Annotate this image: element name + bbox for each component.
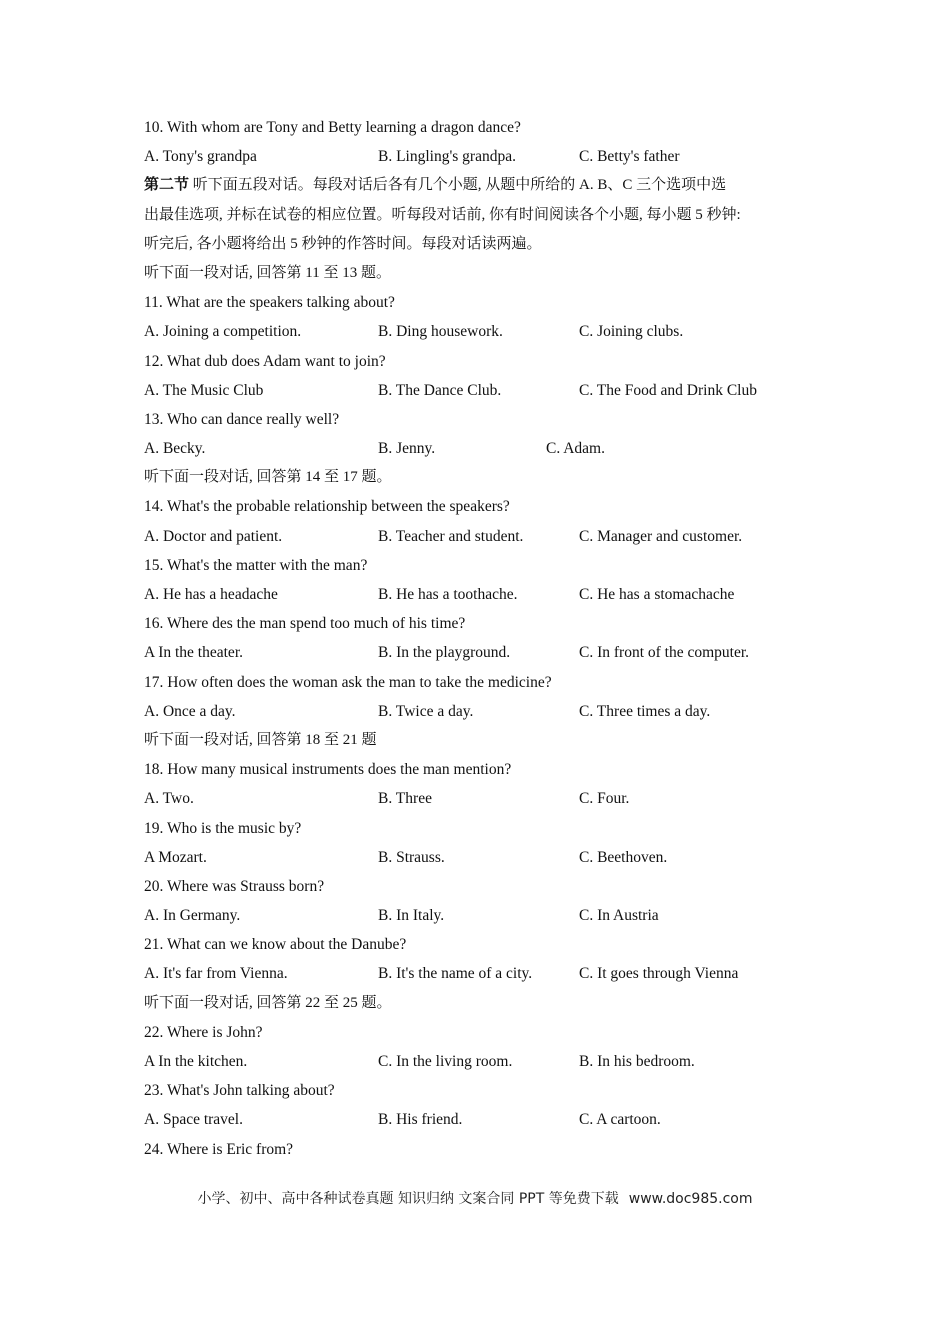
question-text: 14. What's the probable relationship between the speakers? (144, 498, 510, 516)
question-text: 23. What's John talking about? (144, 1082, 335, 1100)
option-a: A. Tony's grandpa (144, 148, 257, 166)
question-text: 11. What are the speakers talking about? (144, 294, 395, 312)
question-text: 22. Where is John? (144, 1023, 263, 1041)
options-18 (144, 784, 824, 813)
option-c: C. Adam. (546, 440, 605, 458)
option-a: A. The Music Club (144, 381, 264, 399)
question-21 (144, 930, 824, 959)
question-23 (144, 1076, 824, 1105)
option-c: C. Joining clubs. (579, 323, 684, 341)
options-11 (144, 317, 824, 346)
option-b: B. He has a toothache. (378, 586, 518, 603)
exam-page (144, 113, 824, 1164)
question-text: 19. Who is the music by? (144, 819, 302, 837)
options-21 (144, 959, 824, 988)
question-14 (144, 492, 824, 521)
question-13 (144, 405, 824, 434)
option-c: C. Betty's father (579, 148, 680, 166)
options-16 (144, 638, 824, 667)
options-12 (144, 376, 824, 405)
question-text: 20. Where was Strauss born? (144, 877, 325, 895)
option-b: B. Strauss. (378, 848, 445, 866)
option-b: B. His friend. (378, 1111, 463, 1129)
option-b: B. Jenny. (378, 440, 436, 458)
option-c: B. In his bedroom. (579, 1053, 695, 1070)
option-a: A. Once a day. (144, 702, 236, 720)
dialogue-instruction-2: 听下面一段对话, 回答第 14 至 17 题。 (144, 469, 392, 486)
option-b: B. In Italy. (378, 907, 445, 925)
question-18 (144, 755, 824, 784)
option-b: B. Lingling's grandpa. (378, 148, 516, 166)
options-19 (144, 843, 824, 872)
option-c: C. A cartoon. (579, 1111, 661, 1129)
option-a: A. In Germany. (144, 907, 241, 925)
option-a: A. Space travel. (144, 1111, 243, 1129)
option-a: A Mozart. (144, 848, 207, 866)
option-c: C. Manager and customer. (579, 527, 743, 545)
section2-line3: 听完后, 各小题将给出 5 秒钟的作答时间。每段对话读两遍。 (144, 235, 542, 252)
footer-url[interactable]: www.doc985.com (628, 1191, 753, 1207)
question-19 (144, 814, 824, 843)
option-a: A In the theater. (144, 644, 243, 662)
option-b: B. Twice a day. (378, 702, 474, 720)
question-text: 10. With whom are Tony and Betty learning a dragon dance? (144, 119, 521, 136)
option-b: C. In the living room. (378, 1053, 513, 1070)
option-c: C. Beethoven. (579, 848, 668, 866)
option-a: A. He has a headache (144, 586, 278, 603)
options-22 (144, 1047, 824, 1076)
options-23 (144, 1105, 824, 1134)
option-b: B. The Dance Club. (378, 381, 502, 399)
question-text: 17. How often does the woman ask the man to take the medicine? (144, 673, 552, 691)
option-a: A In the kitchen. (144, 1053, 248, 1070)
options-13 (144, 434, 824, 463)
options-14 (144, 522, 824, 551)
options-17 (144, 697, 824, 726)
page-footer (0, 1188, 950, 1208)
section2-heading: 第二节 (144, 177, 190, 194)
dialogue-instruction-1: 听下面一段对话, 回答第 11 至 13 题。 (144, 264, 391, 281)
options-20 (144, 901, 824, 930)
question-24 (144, 1135, 824, 1164)
option-c: C. In Austria (579, 907, 659, 925)
options-10 (144, 142, 824, 171)
question-11 (144, 288, 824, 317)
question-text: 16. Where des the man spend too much of his time? (144, 615, 466, 633)
option-c: C. He has a stomachache (579, 586, 735, 603)
option-c: C. It goes through Vienna (579, 965, 739, 983)
question-17 (144, 668, 824, 697)
section2-line2: 出最佳选项, 并标在试卷的相应位置。听每段对话前, 你有时间阅读各个小题, 每小题 5 秒钟: (144, 206, 741, 223)
question-16 (144, 609, 824, 638)
question-text: 21. What can we know about the Danube? (144, 936, 407, 954)
options-15 (144, 580, 824, 609)
question-text: 18. How many musical instruments does the man mention? (144, 761, 512, 779)
question-15 (144, 551, 824, 580)
section2-line1 (144, 171, 824, 200)
question-12 (144, 347, 824, 376)
question-text: 13. Who can dance really well? (144, 410, 340, 428)
section2-text: 听下面五段对话。每段对话后各有几个小题, 从题中所给的 A. B、C 三个选项中选 (192, 177, 727, 194)
question-text: 12. What dub does Adam want to join? (144, 352, 386, 370)
dialogue-instruction-4: 听下面一段对话, 回答第 22 至 25 题。 (144, 994, 392, 1011)
question-10 (144, 113, 824, 142)
question-22 (144, 1018, 824, 1047)
dialogue-instruction-3: 听下面一段对话, 回答第 18 至 21 题 (144, 731, 377, 748)
option-a: A. Becky. (144, 440, 206, 458)
question-text: 15. What's the matter with the man? (144, 556, 368, 574)
option-c: C. The Food and Drink Club (579, 381, 757, 399)
question-20 (144, 872, 824, 901)
option-a: A. Two. (144, 790, 194, 808)
option-c: C. In front of the computer. (579, 644, 750, 662)
option-c: C. Four. (579, 790, 630, 808)
option-a: A. Doctor and patient. (144, 527, 283, 545)
option-b: B. In the playground. (378, 644, 511, 662)
option-b: B. It's the name of a city. (378, 965, 533, 983)
option-a: A. It's far from Vienna. (144, 965, 288, 983)
footer-text: 小学、初中、高中各种试卷真题 知识归纳 文案合同 PPT 等免费下载 (197, 1191, 619, 1207)
option-c: C. Three times a day. (579, 702, 711, 720)
option-b: B. Teacher and student. (378, 527, 524, 545)
option-a: A. Joining a competition. (144, 323, 302, 341)
option-b: B. Ding housework. (378, 323, 503, 341)
question-text: 24. Where is Eric from? (144, 1140, 294, 1158)
option-b: B. Three (378, 790, 432, 808)
